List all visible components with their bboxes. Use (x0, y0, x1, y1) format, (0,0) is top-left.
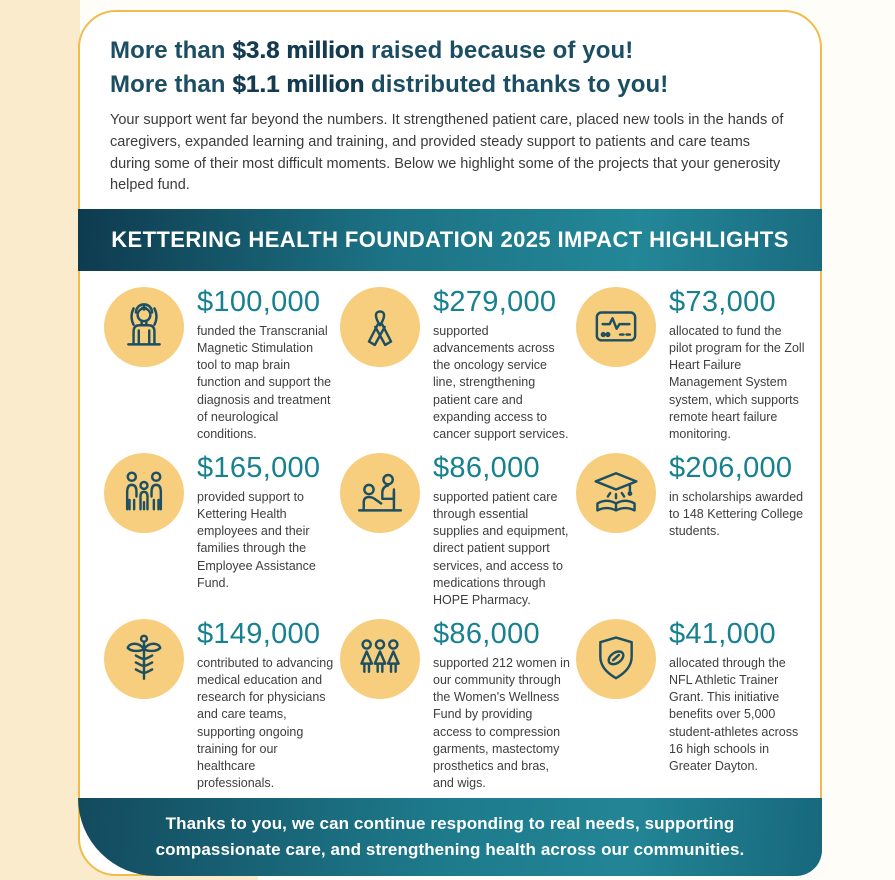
impact-item-text (433, 451, 570, 617)
impact-item-text (197, 451, 334, 617)
impact-item-text (669, 285, 806, 451)
headline-raised (110, 34, 790, 68)
impact-item (576, 285, 812, 451)
awareness-ribbon-icon (351, 298, 409, 356)
impact-item-text (669, 617, 806, 792)
impact-item (340, 617, 576, 792)
impact-item-text (669, 451, 806, 617)
heart-monitor-icon-circle (576, 287, 656, 367)
impact-description: allocated to fund the pilot program for the Zoll Heart Failure Management System system, which supports remote heart failure monitoring. (669, 324, 805, 441)
impact-amount: $41,000 (669, 618, 776, 651)
impact-item (576, 617, 812, 792)
impact-amount: $279,000 (433, 286, 557, 319)
women-group-icon (351, 630, 409, 688)
impact-amount: $86,000 (433, 618, 540, 651)
intro-paragraph: Your support went far beyond the numbers. It strengthened patient care, placed new tools in the hands of caregivers, expanded learning and training, and provided steady support to patients and care teams during some of their most difficult moments. Below we highlight some of the projects that your generosity helped fund. (110, 112, 784, 194)
impact-amount: $165,000 (197, 452, 321, 485)
impact-item-text (433, 285, 570, 451)
impact-grid (80, 271, 820, 798)
headline-raised-post: raised because of you! (364, 37, 634, 64)
footer-message: Thanks to you, we can continue responding to real needs, supporting compassionate care, and strengthening health across our communities. (155, 813, 745, 860)
impact-description: supported patient care through essential supplies and equipment, direct patient support services, and access to medications through HOPE Pharmacy. (433, 490, 569, 607)
impact-item (104, 285, 340, 451)
impact-item (340, 451, 576, 617)
graduation-cap-book-icon (587, 464, 645, 522)
headline-distributed-pre: More than (110, 70, 233, 98)
tms-patient-icon (115, 298, 173, 356)
women-group-icon-circle (340, 619, 420, 699)
impact-description: contributed to advancing medical education and research for physicians and care teams, supporting ongoing training for our healthcare professionals. (197, 656, 334, 790)
impact-item-text (197, 617, 334, 792)
impact-description: in scholarships awarded to 148 Kettering College students. (669, 490, 804, 539)
impact-description: allocated through the NFL Athletic Trainer Grant. This initiative benefits over 5,000 student-athletes across 16 high schools in Greater Dayton. (669, 656, 799, 773)
headline-distributed-post: distributed thanks to you! (364, 70, 669, 98)
impact-item (104, 617, 340, 792)
headline-distributed-amount: $1.1 million (232, 70, 365, 98)
caduceus-icon-circle (104, 619, 184, 699)
graduation-cap-book-icon-circle (576, 453, 656, 533)
impact-item (340, 285, 576, 451)
headline-distributed (110, 68, 790, 102)
football-shield-icon-circle (576, 619, 656, 699)
impact-amount: $73,000 (669, 286, 776, 319)
family-icon (115, 464, 173, 522)
family-icon-circle (104, 453, 184, 533)
impact-description: provided support to Kettering Health employees and their families through the Employee Assistance Fund. (197, 490, 316, 590)
impact-amount: $206,000 (669, 452, 793, 485)
impact-item (104, 451, 340, 617)
impact-item-text (197, 285, 334, 451)
awareness-ribbon-icon-circle (340, 287, 420, 367)
impact-amount: $100,000 (197, 286, 321, 319)
impact-item-text (433, 617, 570, 792)
impact-report-card (78, 10, 822, 876)
headline-raised-pre: More than (110, 37, 233, 64)
caregiver-patient-icon (351, 464, 409, 522)
impact-item (576, 451, 812, 617)
caduceus-icon (115, 630, 173, 688)
impact-description: supported 212 women in our community through the Women's Wellness Fund by providing access to compression garments, mastectomy prosthetics and bras, and wigs. (433, 656, 570, 790)
caregiver-patient-icon-circle (340, 453, 420, 533)
football-shield-icon (587, 630, 645, 688)
footer-banner (78, 798, 822, 876)
section-banner-title: KETTERING HEALTH FOUNDATION 2025 IMPACT HIGHLIGHTS (111, 227, 789, 253)
tms-patient-icon-circle (104, 287, 184, 367)
headline-raised-amount: $3.8 million (232, 37, 365, 64)
impact-amount: $149,000 (197, 618, 321, 651)
heart-monitor-icon (587, 298, 645, 356)
impact-description: supported advancements across the oncology service line, strengthening patient care and expanding access to cancer support services. (433, 324, 569, 441)
impact-amount: $86,000 (433, 452, 540, 485)
impact-description: funded the Transcranial Magnetic Stimulation tool to map brain function and support the diagnosis and treatment of neurological conditions. (197, 324, 332, 441)
card-header (80, 12, 820, 197)
section-banner (78, 209, 822, 271)
